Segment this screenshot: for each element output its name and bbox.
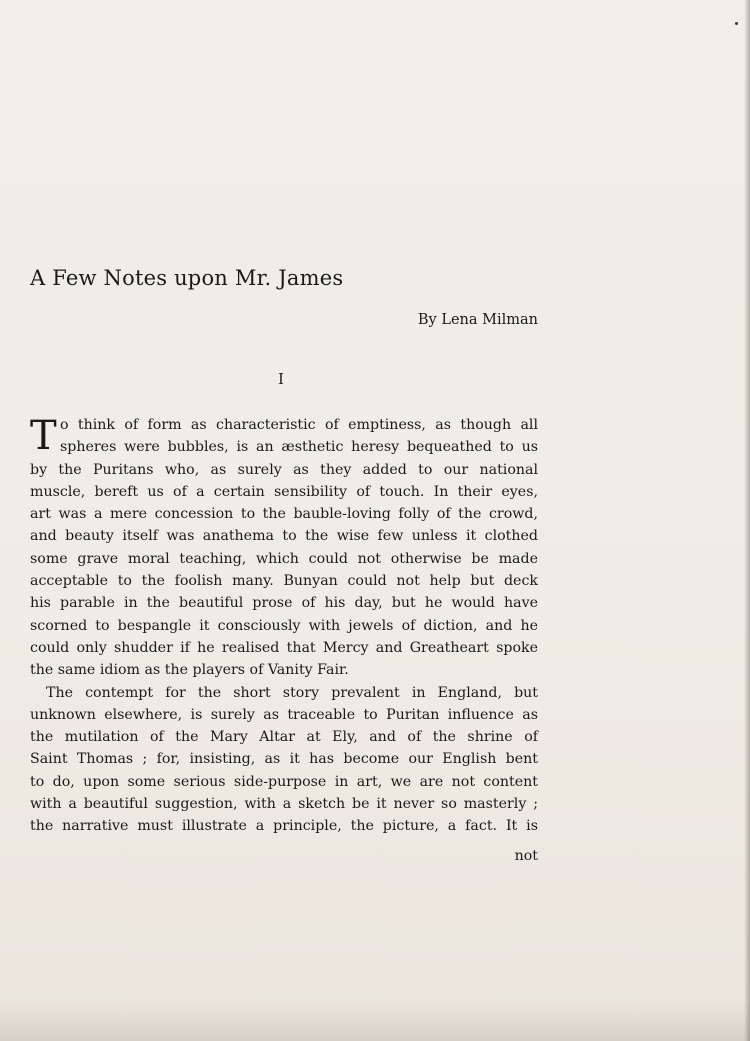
text-line: the mutilation of the Mary Altar at Ely, and of the shrine of [30,729,538,746]
text-line: his parable in the beautiful prose of his day, but he would have [30,595,538,612]
text-line: some grave moral teaching, which could not otherwise be made [30,550,538,567]
text-line: unknown elsewhere, is surely as traceable to Puritan influence as [30,706,538,723]
drop-cap: T [30,413,57,459]
text-line: The contempt for the short story prevalent in England, but [46,684,538,701]
text-line: scorned to bespangle it consciously with jewels of diction, and he [30,617,538,634]
catchword: not [514,848,538,864]
text-line: acceptable to the foolish many. Bunyan could not help but deck [30,573,538,590]
page-bottom-shadow [0,1001,750,1041]
paper-speck [735,22,738,25]
text-line: the same idiom as the players of Vanity Fair. [30,662,349,679]
text-line: the narrative must illustrate a principle, the picture, a fact. It is [30,818,538,835]
text-line: with a beautiful suggestion, with a sketch be it never so masterly ; [30,796,538,813]
text-line: o think of form as characteristic of emptiness, as though all [60,417,538,433]
article-byline: By Lena Milman [417,312,538,328]
section-number: I [278,370,284,388]
text-line: art was a mere concession to the bauble-loving folly of the crowd, [30,506,538,523]
text-line: spheres were bubbles, is an æsthetic heresy bequeathed to us [60,439,538,456]
article-body [30,414,538,838]
text-line: Saint Thomas ; for, insisting, as it has become our English bent [30,751,538,768]
article-title: A Few Notes upon Mr. James [30,266,344,290]
text-line: to do, upon some serious side-purpose in art, we are not content [30,773,538,790]
page-edge-shadow [744,0,750,1041]
text-line: by the Puritans who, as surely as they added to our national [30,461,538,478]
text-line: could only shudder if he realised that Mercy and Greatheart spoke [30,639,538,656]
text-line: and beauty itself was anathema to the wise few unless it clothed [30,528,538,545]
text-line: muscle, bereft us of a certain sensibility of touch. In their eyes, [30,483,538,500]
paragraph-1 [30,414,538,682]
paragraph-2 [30,682,538,838]
